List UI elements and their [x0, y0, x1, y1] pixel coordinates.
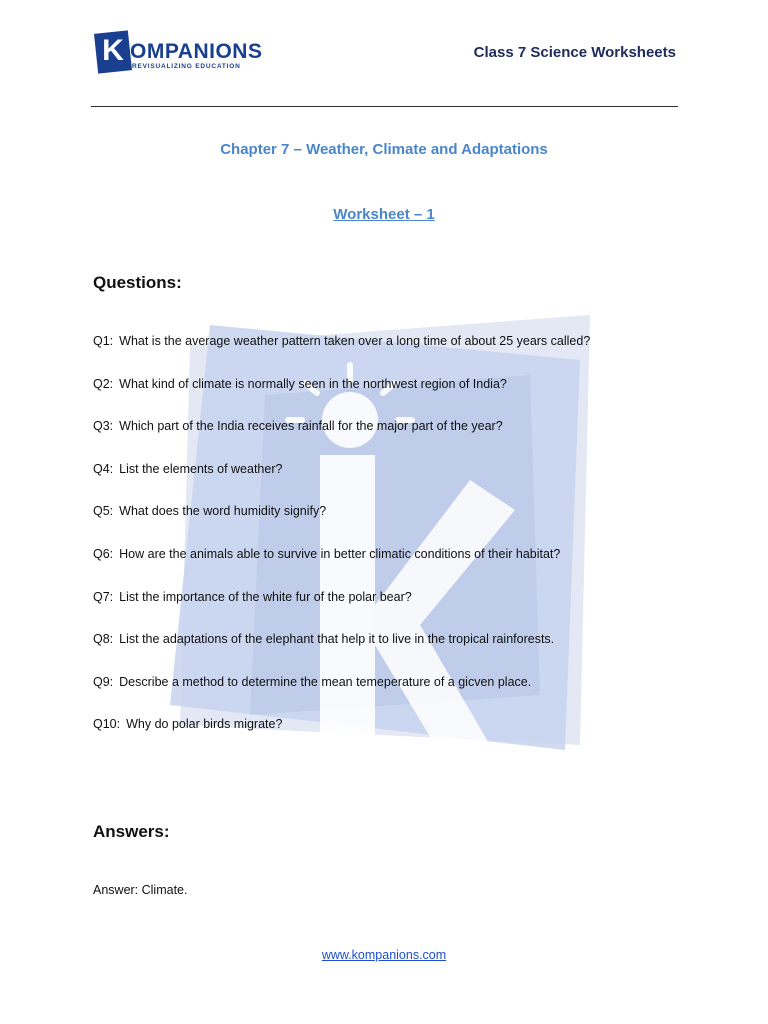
question-item [93, 675, 590, 718]
question-item [93, 334, 590, 377]
question-item [93, 462, 590, 505]
question-item [93, 419, 590, 462]
question-text: Describe a method to determine the mean temeperature of a gicven place. [119, 674, 532, 689]
chapter-title: Chapter 7 – Weather, Climate and Adaptations [220, 141, 548, 158]
header-divider [91, 106, 678, 107]
logo-wordmark: OMPANIONS [130, 40, 263, 63]
header-title: Class 7 Science Worksheets [473, 44, 676, 61]
question-text: List the elements of weather? [119, 461, 283, 476]
answers-heading: Answers: [93, 822, 170, 841]
question-item [93, 377, 590, 420]
question-text: List the adaptations of the elephant that help it to live in the tropical rainforests. [119, 632, 555, 647]
question-text: List the importance of the white fur of the polar bear? [119, 589, 412, 604]
footer-website-link[interactable]: www.kompanions.com [321, 948, 447, 962]
question-number: Q3: [93, 419, 114, 434]
questions-list [93, 334, 590, 760]
question-text: Why do polar birds migrate? [126, 717, 283, 732]
question-item [93, 632, 590, 675]
question-text: How are the animals able to survive in better climatic conditions of their habitat? [119, 546, 561, 561]
question-number: Q2: [93, 376, 114, 391]
logo-tagline: REVISUALIZING EDUCATION [132, 63, 241, 70]
question-number: Q8: [93, 632, 114, 647]
question-number: Q10: [93, 717, 121, 732]
question-number: Q9: [93, 674, 114, 689]
answer-text: Answer: Climate. [93, 883, 188, 897]
question-item [93, 504, 590, 547]
questions-heading: Questions: [93, 273, 182, 292]
question-item [93, 717, 590, 760]
kompanions-logo [96, 32, 263, 74]
question-number: Q5: [93, 504, 114, 519]
question-text: What does the word humidity signify? [119, 504, 327, 519]
worksheet-title: Worksheet – 1 [333, 206, 435, 223]
question-number: Q7: [93, 589, 114, 604]
question-number: Q1: [93, 334, 114, 348]
question-item [93, 547, 590, 590]
logo-letter: K [102, 34, 124, 67]
question-text: What is the average weather pattern taken over a long time of about 25 years called? [119, 334, 591, 348]
question-text: What kind of climate is normally seen in the northwest region of India? [119, 376, 507, 391]
question-number: Q4: [93, 461, 114, 476]
question-text: Which part of the India receives rainfall for the major part of the year? [119, 419, 503, 434]
question-number: Q6: [93, 546, 114, 561]
question-item [93, 590, 590, 633]
